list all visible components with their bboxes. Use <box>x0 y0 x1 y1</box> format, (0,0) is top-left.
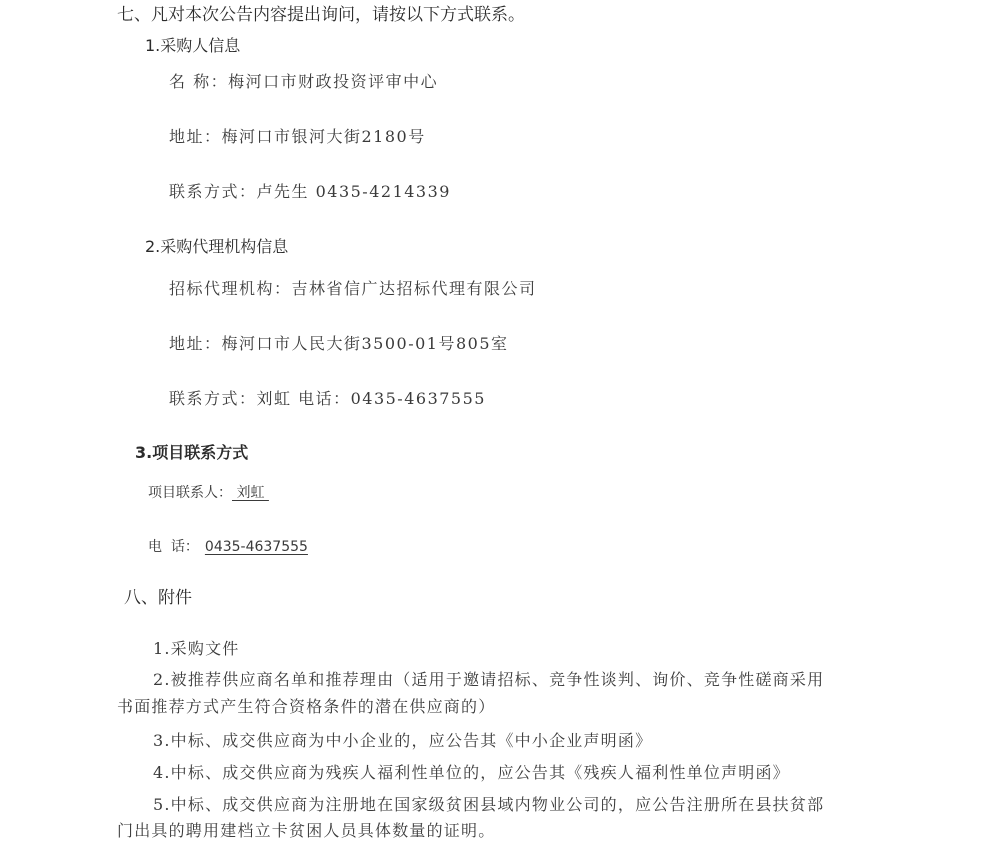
agency-heading: 2.采购代理机构信息 <box>145 237 289 256</box>
attachment-item: 2.被推荐供应商名单和推荐理由（适用于邀请招标、竞争性谈判、询价、竞争性磋商采用 <box>153 670 825 689</box>
agency-contact: 联系方式：刘虹 电话：0435-4637555 <box>169 389 486 408</box>
purchaser-address: 地址：梅河口市银河大街2180号 <box>169 127 426 146</box>
purchaser-name: 名 称：梅河口市财政投资评审中心 <box>169 72 439 91</box>
project-phone-label: 电 话： <box>148 539 199 555</box>
project-contact-row <box>148 485 269 501</box>
attachment-item-continuation: 书面推荐方式产生符合资格条件的潜在供应商的） <box>117 697 496 716</box>
attachment-item: 1.采购文件 <box>153 639 240 658</box>
attachment-item: 5.中标、成交供应商为注册地在国家级贫困县域内物业公司的，应公告注册所在县扶贫部 <box>153 795 825 814</box>
section-8-heading: 八、附件 <box>124 588 192 608</box>
attachment-item: 4.中标、成交供应商为残疾人福利性单位的，应公告其《残疾人福利性单位声明函》 <box>153 763 790 782</box>
purchaser-contact: 联系方式：卢先生 0435-4214339 <box>169 182 451 201</box>
project-contact-label: 项目联系人： <box>148 485 232 501</box>
project-contact-heading: 3.项目联系方式 <box>135 443 249 462</box>
agency-address: 地址：梅河口市人民大街3500-01号805室 <box>169 334 509 353</box>
purchaser-heading: 1.采购人信息 <box>145 36 241 55</box>
agency-name: 招标代理机构：吉林省信广达招标代理有限公司 <box>169 279 537 298</box>
attachment-item-continuation: 门出具的聘用建档立卡贫困人员具体数量的证明。 <box>117 821 496 840</box>
project-contact-value: 刘虹 <box>232 485 269 501</box>
project-phone-value: 0435-4637555 <box>204 539 308 555</box>
project-phone-row <box>148 539 308 555</box>
section-7-heading: 七、凡对本次公告内容提出询问，请按以下方式联系。 <box>117 5 525 25</box>
attachment-item: 3.中标、成交供应商为中小企业的，应公告其《中小企业声明函》 <box>153 731 653 750</box>
